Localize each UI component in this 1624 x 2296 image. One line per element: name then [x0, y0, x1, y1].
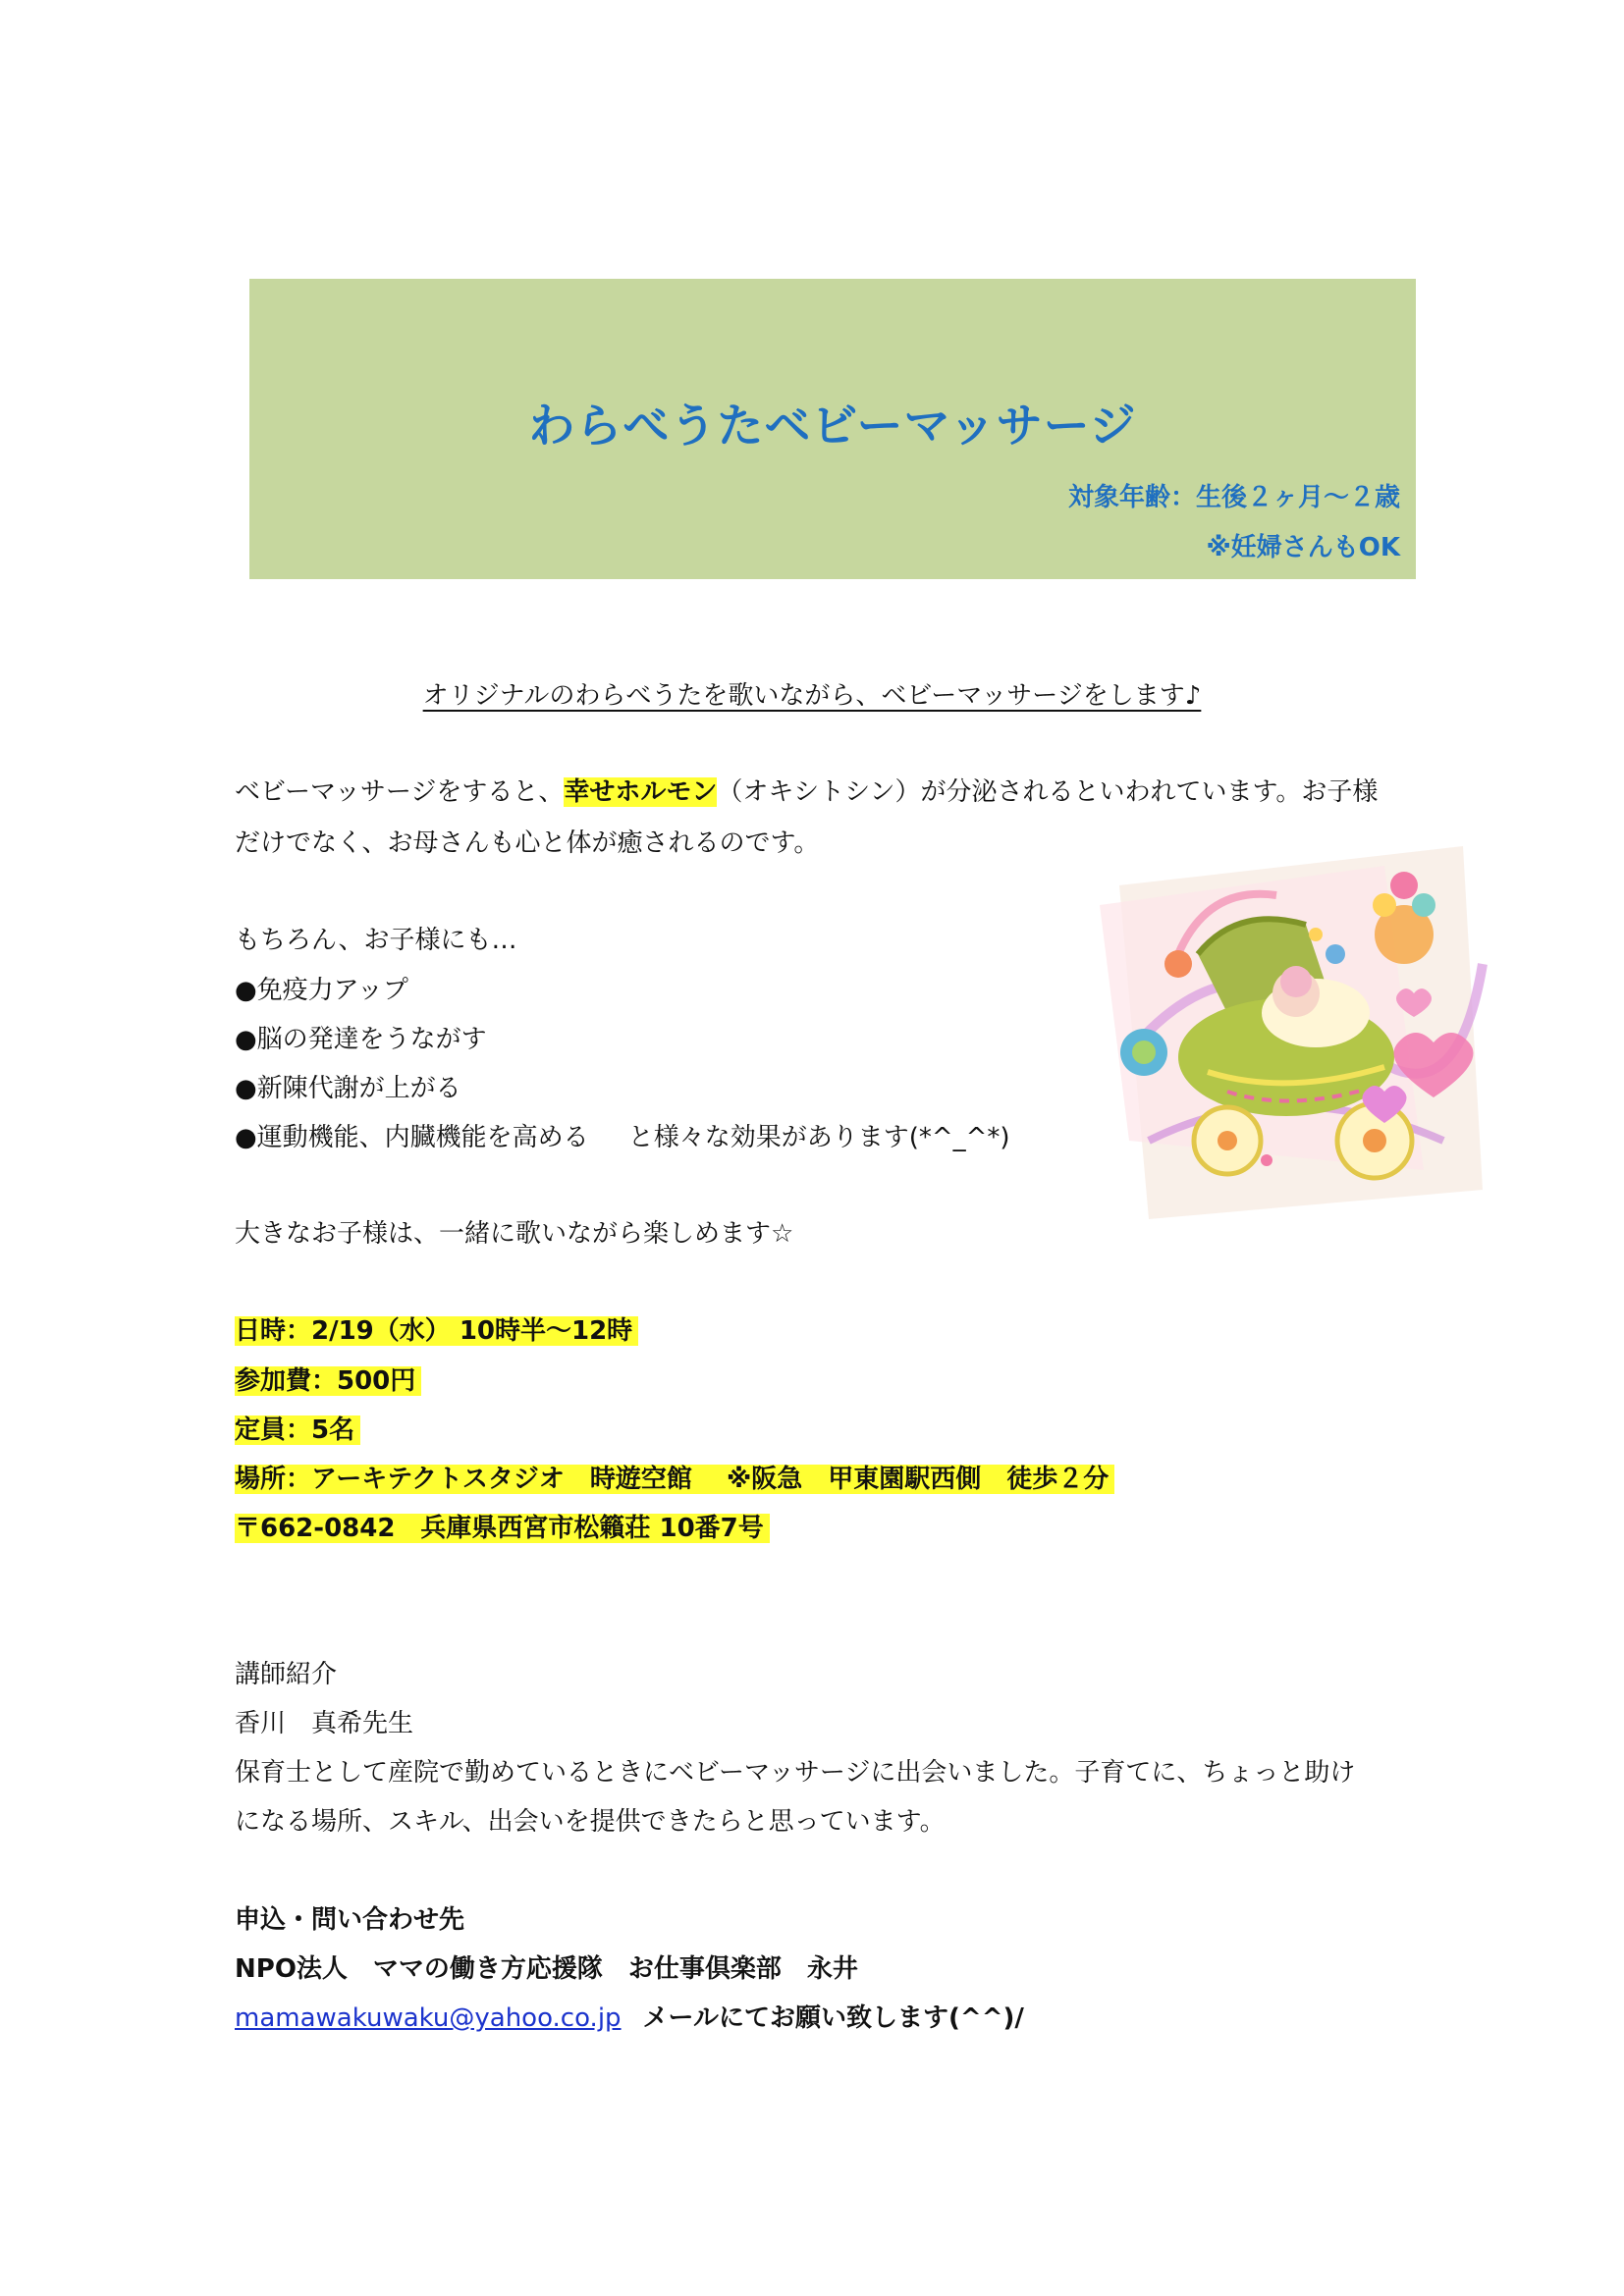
pregnant-ok-note: ※妊婦さんもOK: [1206, 533, 1400, 562]
event-date-row: [235, 1310, 638, 1347]
event-capacity-row: [235, 1410, 360, 1446]
instructor-bio-line2: になる場所、スキル、出会いを提供できたらと思っています。: [235, 1807, 946, 1837]
intro-line: オリジナルのわらべうたを歌いながら、ベビーマッサージをします♪: [422, 681, 1202, 711]
event-fee: 参加費：500円: [235, 1366, 421, 1396]
event-place: 場所：アーキテクトスタジオ 時遊空館 ※阪急 甲東園駅西側 徒歩２分: [235, 1465, 1114, 1494]
target-age: 対象年齢：生後２ヶ月～２歳: [1067, 483, 1400, 512]
event-fee-row: [235, 1361, 421, 1397]
benefit-item: ●新陳代謝が上がる: [235, 1074, 461, 1103]
event-address-row: [235, 1508, 770, 1544]
older-kids-note: 大きなお子様は、一緒に歌いながら楽しめます☆: [235, 1219, 794, 1249]
benefit-item: ●免疫力アップ: [235, 976, 408, 1005]
instructor-heading: 講師紹介: [235, 1660, 338, 1689]
happy-hormone-highlight: 幸せホルモン: [564, 777, 718, 807]
paragraph1-line2: だけでなく、お母さんも心と体が癒されるのです。: [235, 828, 820, 858]
contact-line: [235, 1998, 1024, 2034]
event-date: 日時：2/19（水） 10時半～12時: [235, 1316, 638, 1346]
paragraph1-post: （オキシトシン）が分泌されるといわれています。お子様: [717, 777, 1379, 807]
contact-org: NPO法人 ママの働き方応援隊 お仕事倶楽部 永井: [235, 1954, 858, 1984]
benefit-item-last: [235, 1117, 1010, 1153]
contact-heading: 申込・問い合わせ先: [235, 1905, 465, 1935]
contact-note: メールにてお願い致します(^^)/: [642, 2003, 1024, 2033]
benefits-lead: もちろん、お子様にも…: [235, 926, 517, 955]
header-banner: [249, 279, 1416, 579]
paragraph1-pre: ベビーマッサージをすると、: [235, 777, 565, 807]
benefits-tail: と様々な効果があります(*^_^*): [627, 1123, 1010, 1152]
paragraph1-line1: [235, 772, 1378, 808]
page-title: わらべうたベビーマッサージ: [528, 400, 1137, 454]
email-link[interactable]: mamawakuwaku@yahoo.co.jp: [235, 2003, 622, 2033]
event-address: 〒662-0842 兵庫県西宮市松籟荘 10番7号: [235, 1514, 770, 1543]
instructor-bio-line1: 保育士として産院で勤めているときにベビーマッサージに出会いました。子育てに、ちょっと助け: [235, 1758, 1356, 1788]
instructor-name: 香川 真希先生: [235, 1709, 414, 1738]
event-capacity: 定員：5名: [235, 1415, 360, 1445]
baby-stroller-illustration: [1090, 846, 1502, 1219]
benefit-item: ●運動機能、内臓機能を高める: [235, 1123, 589, 1152]
benefit-item: ●脳の発達をうながす: [235, 1025, 487, 1054]
event-place-row: [235, 1459, 1114, 1495]
